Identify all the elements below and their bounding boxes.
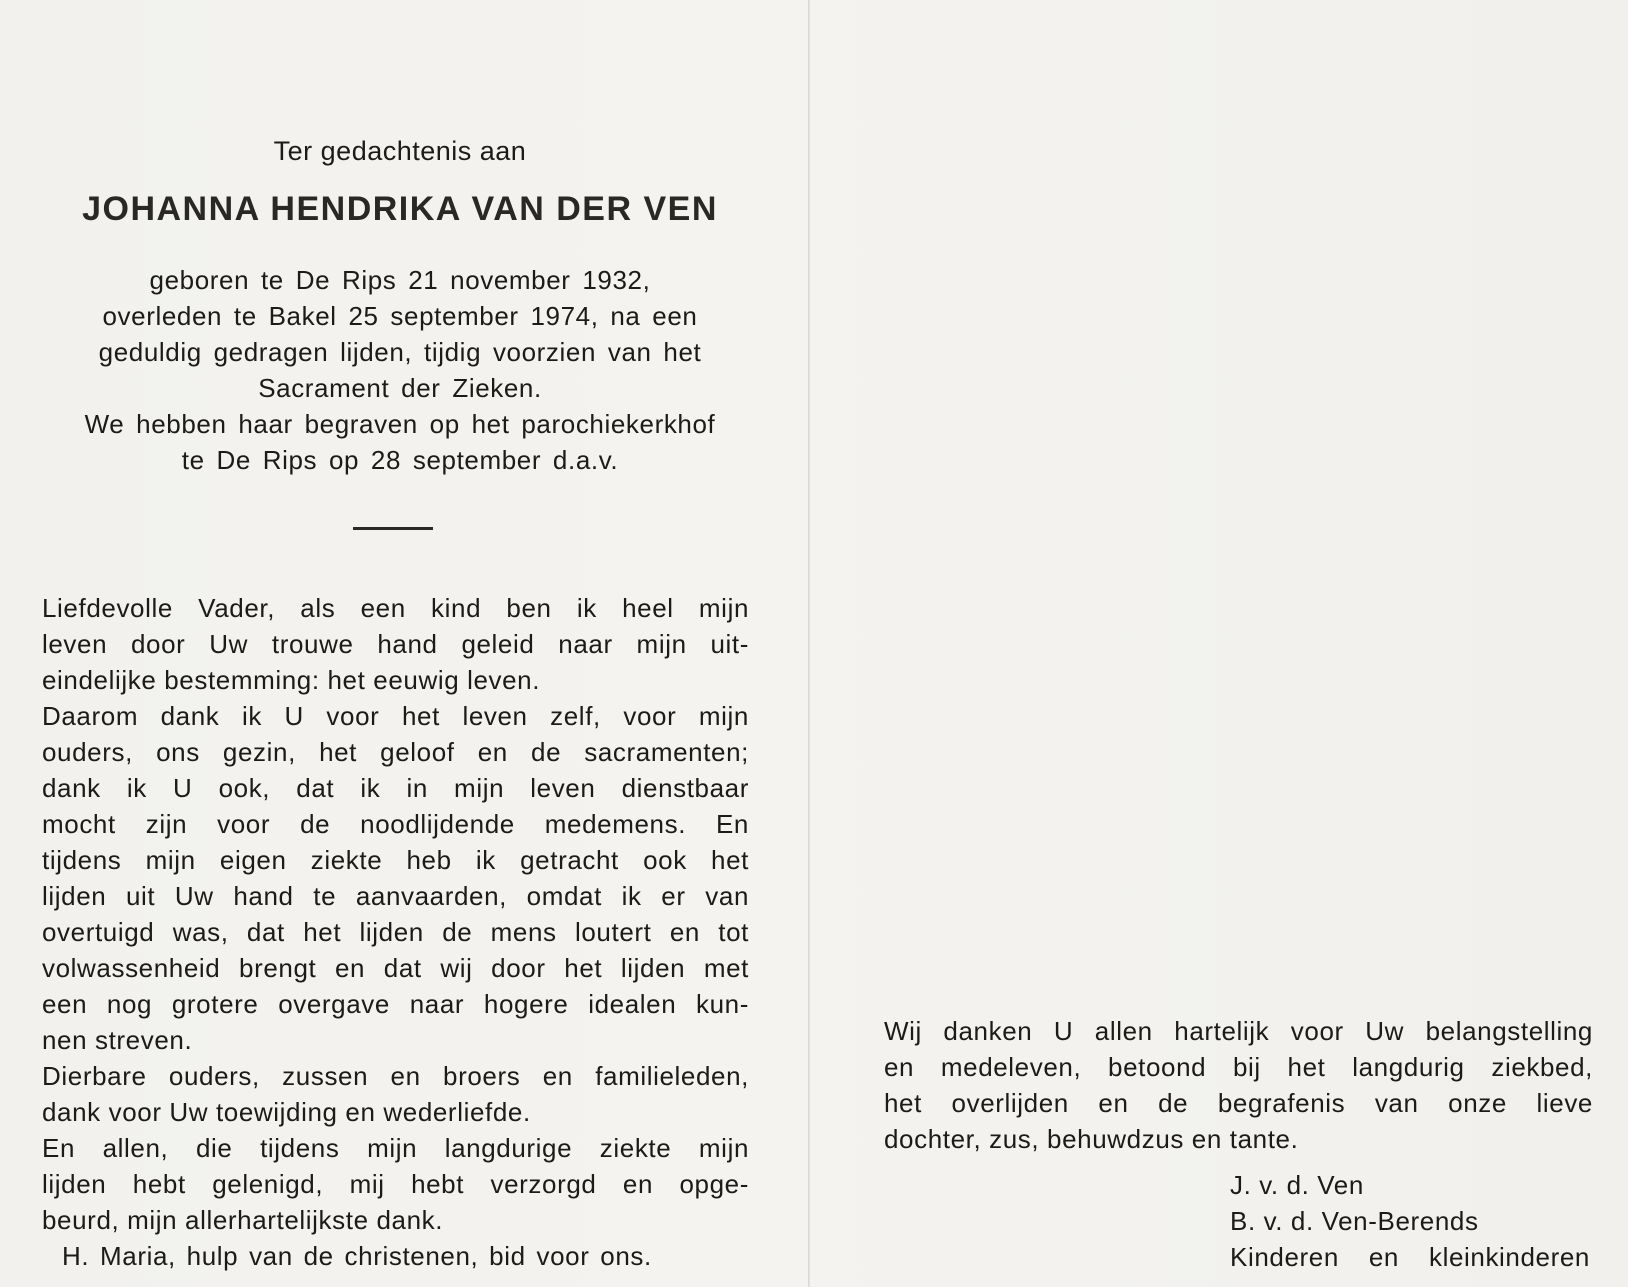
prayer-line: een nog grotere overgave naar hogere idealen kun- xyxy=(42,989,749,1019)
thanks-line: Wij danken U allen hartelijk voor Uw belangstelling xyxy=(884,1016,1593,1046)
prayer-line: Daarom dank ik U voor het leven zelf, voor mijn xyxy=(42,701,749,731)
thanks-line: en medeleven, betoond bij het langdurig ziekbed, xyxy=(884,1052,1593,1082)
prayer-line: dank ik U ook, dat ik in mijn leven dienstbaar xyxy=(42,773,749,803)
thanks-line: dochter, zus, behuwdzus en tante. xyxy=(884,1124,1299,1154)
signer-name: B. v. d. Ven-Berends xyxy=(1230,1206,1479,1236)
prayer-line: lijden uit Uw hand te aanvaarden, omdat ik er van xyxy=(42,881,749,911)
prayer-line: eindelijke bestemming: het eeuwig leven. xyxy=(42,665,541,695)
intro-text: Ter gedachtenis aan xyxy=(273,136,527,166)
prayer-line: tijdens mijn eigen ziekte heb ik getracht ook het xyxy=(42,845,749,875)
prayer-line: nen streven. xyxy=(42,1025,193,1055)
signers-block xyxy=(1230,1167,1590,1275)
prayer-line: lijden hebt gelenigd, mij hebt verzorgd en opge- xyxy=(42,1169,749,1199)
prayer-line: dank voor Uw toewijding en wederliefde. xyxy=(42,1097,531,1127)
prayer-line: ouders, ons gezin, het geloof en de sacramenten; xyxy=(42,737,749,767)
prayer-line: volwassenheid brengt en dat wij door het lijden met xyxy=(42,953,749,983)
prayer-text xyxy=(42,590,749,1274)
prayer-line: overtuigd was, dat het lijden de mens loutert en tot xyxy=(42,917,749,947)
prayer-line: Liefdevolle Vader, als een kind ben ik heel mijn xyxy=(42,593,749,623)
right-panel xyxy=(810,0,1628,1287)
details-line: te De Rips op 28 september d.a.v. xyxy=(181,445,619,475)
prayer-line: mocht zijn voor de noodlijdende medemens. En xyxy=(42,809,749,839)
prayer-line: En allen, die tijdens mijn langdurige ziekte mijn xyxy=(42,1133,749,1163)
signer-name: Kinderen en kleinkinderen xyxy=(1230,1242,1590,1272)
details-line: geduldig gedragen lijden, tijdig voorzien van het xyxy=(98,337,702,367)
prayer-line: beurd, mijn allerhartelijkste dank. xyxy=(42,1205,444,1235)
biographical-details xyxy=(40,262,760,478)
divider-rule xyxy=(353,527,433,530)
details-line: geboren te De Rips 21 november 1932, xyxy=(149,265,651,295)
details-line: We hebben haar begraven op het parochiekerkhof xyxy=(84,409,716,439)
deceased-name: JOHANNA HENDRIKA VAN DER VEN xyxy=(82,190,718,228)
prayer-line: leven door Uw trouwe hand geleid naar mijn uit- xyxy=(42,629,749,659)
prayer-line: Dierbare ouders, zussen en broers en familieleden, xyxy=(42,1061,749,1091)
details-line: overleden te Bakel 25 september 1974, na een xyxy=(102,301,698,331)
thanks-line: het overlijden en de begrafenis van onze lieve xyxy=(884,1088,1593,1118)
thanks-text xyxy=(884,1013,1593,1157)
left-panel xyxy=(0,0,808,1287)
details-line: Sacrament der Zieken. xyxy=(258,373,542,403)
prayer-closing: H. Maria, hulp van de christenen, bid voor ons. xyxy=(62,1241,652,1271)
signer-name: J. v. d. Ven xyxy=(1230,1170,1364,1200)
